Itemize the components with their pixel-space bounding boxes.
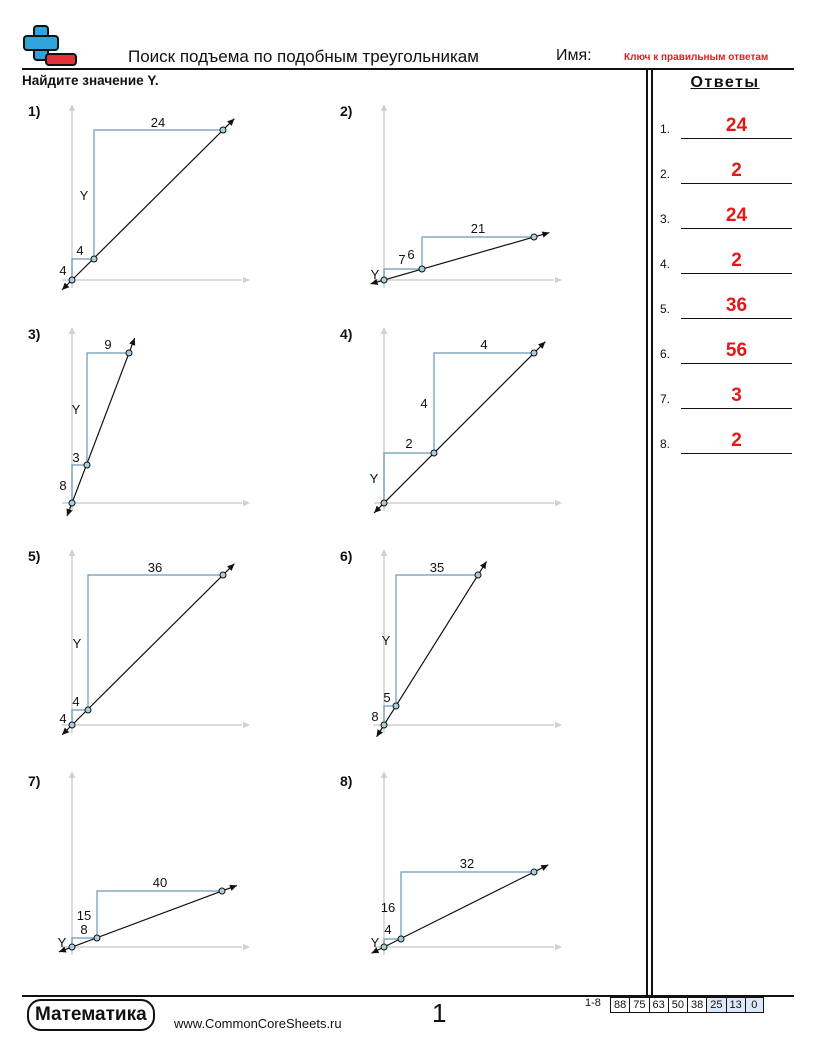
- line-arrow-end: [229, 885, 237, 891]
- slope-line: [377, 561, 487, 736]
- big-rise-label: 16: [380, 900, 396, 915]
- answer-line: [681, 138, 792, 139]
- x-axis-arrow: [555, 722, 562, 728]
- small-rise-label: 4: [59, 711, 67, 726]
- line-point: [381, 500, 387, 506]
- line-point: [69, 500, 75, 506]
- small-run-label: 2: [405, 436, 413, 451]
- problem-number: 8): [340, 773, 353, 789]
- line-point: [219, 888, 225, 894]
- answer-value: 24: [725, 205, 748, 226]
- slope-line: [371, 233, 550, 284]
- answer-number: 3.: [660, 212, 671, 226]
- line-point: [85, 707, 91, 713]
- answer-line: [681, 183, 792, 184]
- line-point: [220, 572, 226, 578]
- answer-row: [660, 109, 792, 139]
- answer-value: 3: [731, 385, 742, 406]
- y-axis-arrow: [69, 549, 75, 556]
- big-rise-label: Y: [79, 188, 89, 203]
- small-run-label: 3: [72, 450, 80, 465]
- line-arrow-end: [129, 338, 135, 346]
- big-run-label: 4: [480, 337, 488, 352]
- big-rise-label: 7: [398, 252, 406, 267]
- line-point: [220, 127, 226, 133]
- problem-number: 4): [340, 326, 353, 342]
- y-axis-arrow: [69, 327, 75, 334]
- y-axis-arrow: [381, 104, 387, 111]
- line-point: [91, 256, 97, 262]
- problem-number: 5): [28, 548, 41, 564]
- big-run-label: 24: [150, 115, 166, 130]
- big-run-label: 9: [104, 337, 112, 352]
- answer-row: [660, 379, 792, 409]
- answers-heading: Ответы: [690, 74, 760, 91]
- name-label: Имя:: [556, 47, 592, 64]
- line-arrow-end: [480, 561, 486, 569]
- answer-line: [681, 318, 792, 319]
- answer-line: [681, 453, 792, 454]
- problem-number: 6): [340, 548, 353, 564]
- line-point: [69, 277, 75, 283]
- slope-line: [374, 342, 545, 513]
- score-cell: 50: [668, 998, 687, 1013]
- line-point: [381, 722, 387, 728]
- big-rise-label: 15: [76, 908, 92, 923]
- small-run-label: 4: [384, 922, 392, 937]
- answer-key-label: Ключ к правильным ответам: [624, 52, 769, 63]
- answer-row: [660, 424, 792, 454]
- answer-line: [681, 273, 792, 274]
- y-axis-arrow: [381, 549, 387, 556]
- answer-value: 24: [725, 115, 748, 136]
- instructions: Найдите значение Y.: [22, 73, 159, 88]
- line-point: [431, 450, 437, 456]
- answer-row: [660, 244, 792, 274]
- score-cell: 38: [688, 998, 707, 1013]
- line-point: [531, 869, 537, 875]
- small-run-label: 4: [76, 243, 84, 258]
- big-rise-label: Y: [71, 402, 81, 417]
- answer-line: [681, 363, 792, 364]
- answer-number: 4.: [660, 257, 671, 271]
- page-number: 1: [432, 998, 447, 1028]
- line-point: [419, 266, 425, 272]
- big-run-label: 21: [470, 221, 486, 236]
- y-axis-arrow: [381, 327, 387, 334]
- answer-row: [660, 289, 792, 319]
- big-run-label: 32: [459, 856, 475, 871]
- big-run-label: 35: [429, 560, 445, 575]
- answer-value: 36: [725, 295, 748, 316]
- small-run-label: 6: [407, 247, 415, 262]
- line-point: [531, 234, 537, 240]
- score-cell: 75: [630, 998, 649, 1013]
- answer-value: 2: [731, 250, 742, 271]
- score-cell: 63: [649, 998, 668, 1013]
- big-rise-label: Y: [72, 636, 82, 651]
- small-rise-label: 8: [371, 709, 379, 724]
- line-point: [381, 277, 387, 283]
- answer-value: 56: [725, 340, 748, 361]
- small-run-label: 4: [72, 694, 80, 709]
- line-point: [398, 936, 404, 942]
- problem-number: 1): [28, 103, 41, 119]
- answer-line: [681, 408, 792, 409]
- answer-row: [660, 199, 792, 229]
- big-rise-label: Y: [381, 633, 391, 648]
- answer-number: 8.: [660, 437, 671, 451]
- score-cell: 0: [745, 998, 763, 1013]
- big-rise-label: 4: [420, 396, 428, 411]
- y-axis-arrow: [69, 771, 75, 778]
- answer-number: 2.: [660, 167, 671, 181]
- line-point: [531, 350, 537, 356]
- slope-line: [62, 119, 234, 290]
- x-axis-arrow: [555, 500, 562, 506]
- small-rise-label: Y: [370, 935, 380, 950]
- problem-number: 3): [28, 326, 41, 342]
- answer-row: [660, 334, 792, 364]
- small-run-label: 5: [383, 690, 391, 705]
- y-axis-arrow: [69, 104, 75, 111]
- score-cell: 25: [707, 998, 726, 1013]
- score-cell: 13: [726, 998, 745, 1013]
- slope-line: [67, 338, 135, 516]
- x-axis-arrow: [243, 500, 250, 506]
- header-divider: [22, 68, 794, 70]
- line-point: [126, 350, 132, 356]
- answer-number: 7.: [660, 392, 671, 406]
- small-run-label: 8: [80, 922, 88, 937]
- answer-line: [681, 228, 792, 229]
- answer-column-divider-left: [646, 70, 648, 996]
- answer-column-divider-right: [651, 70, 653, 996]
- answer-number: 5.: [660, 302, 671, 316]
- score-range: 1-8: [585, 997, 601, 1009]
- problem-number: 2): [340, 103, 353, 119]
- x-axis-arrow: [555, 944, 562, 950]
- answer-value: 2: [731, 160, 742, 181]
- y-axis-arrow: [381, 771, 387, 778]
- brand-logo: Математика: [27, 999, 155, 1031]
- answer-number: 6.: [660, 347, 671, 361]
- line-point: [475, 572, 481, 578]
- x-axis-arrow: [243, 722, 250, 728]
- line-point: [84, 462, 90, 468]
- score-cell: 88: [611, 998, 630, 1013]
- line-point: [69, 944, 75, 950]
- small-rise-label: Y: [370, 267, 380, 282]
- plus-minus-logo-icon: [22, 24, 78, 68]
- line-point: [393, 703, 399, 709]
- score-table: [610, 997, 764, 1013]
- big-run-label: 40: [152, 875, 168, 890]
- big-run-label: 36: [147, 560, 163, 575]
- line-point: [94, 935, 100, 941]
- answer-number: 1.: [660, 122, 671, 136]
- answer-value: 2: [731, 430, 742, 451]
- x-axis-arrow: [243, 277, 250, 283]
- x-axis-arrow: [243, 944, 250, 950]
- small-rise-label: Y: [369, 471, 379, 486]
- site-url[interactable]: www.CommonCoreSheets.ru: [174, 1016, 342, 1031]
- x-axis-arrow: [555, 277, 562, 283]
- worksheet-title: Поиск подъема по подобным треугольникам: [128, 47, 479, 66]
- line-arrow-start: [377, 729, 383, 737]
- problem-number: 7): [28, 773, 41, 789]
- small-rise-label: 4: [59, 263, 67, 278]
- small-rise-label: Y: [57, 935, 67, 950]
- answer-row: [660, 154, 792, 184]
- small-rise-label: 8: [59, 478, 67, 493]
- line-point: [381, 944, 387, 950]
- line-point: [69, 722, 75, 728]
